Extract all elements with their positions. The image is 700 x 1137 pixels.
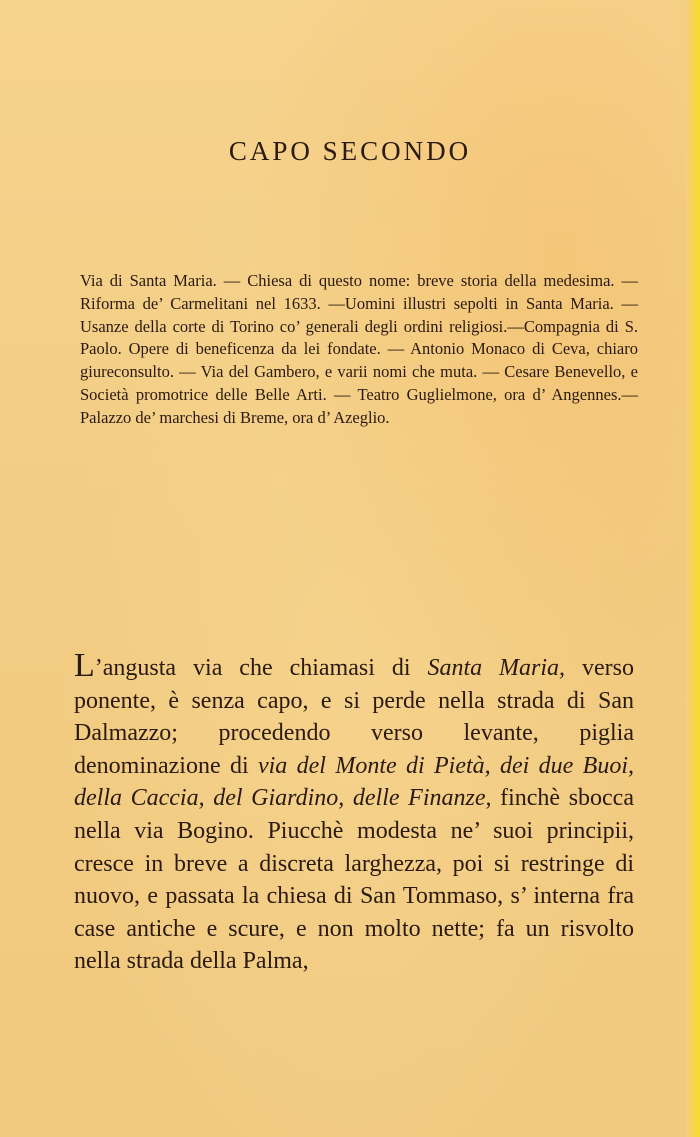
page-edge [686, 0, 700, 1137]
body-text-1: ’angusta via che chiamasi di [94, 655, 428, 681]
body-text-2: verso ponente, è senza capo, e si perde nella strada di San Dalmazzo; procedendo verso levante, piglia denominazione di [74, 655, 634, 779]
body-text-3: finchè sbocca nella via Bogino. Piucchè modesta ne’ suoi principii, cresce in breve a discreta larghezza, poi si restringe di nuovo, e passata la chiesa di San Tommaso, s’ interna fra case antiche e scure, e non molto nette; fa un risvolto nella strada della Palma, [74, 785, 634, 975]
body-paragraph [74, 647, 634, 978]
body-italic-2: via del Monte di Pietà, dei due Buoi, della Caccia, del Giardino, delle Finanze, [74, 752, 634, 812]
drop-cap: L [74, 647, 95, 684]
chapter-summary: Via di Santa Maria. — Chiesa di questo nome: breve storia della medesima. — Riforma de’ Carmelitani nel 1633. —Uomini illustri sepolti in Santa Maria. — Usanze della corte di Torino co’ generali degli ordini religiosi.—Compagnia di S. Paolo. Opere di beneficenza da lei fondate. — Antonio Monaco di Ceva, chiaro giureconsulto. — Via del Gambero, e varii nomi che muta. — Cesare Benevello, e Società promotrice delle Belle Arti. — Teatro Guglielmone, ora d’ Angennes.—Palazzo de’ marchesi di Breme, ora d’ Azeglio. [80, 271, 638, 427]
body-italic-1: Santa Maria, [427, 655, 566, 681]
chapter-title: CAPO SECONDO [228, 136, 472, 166]
